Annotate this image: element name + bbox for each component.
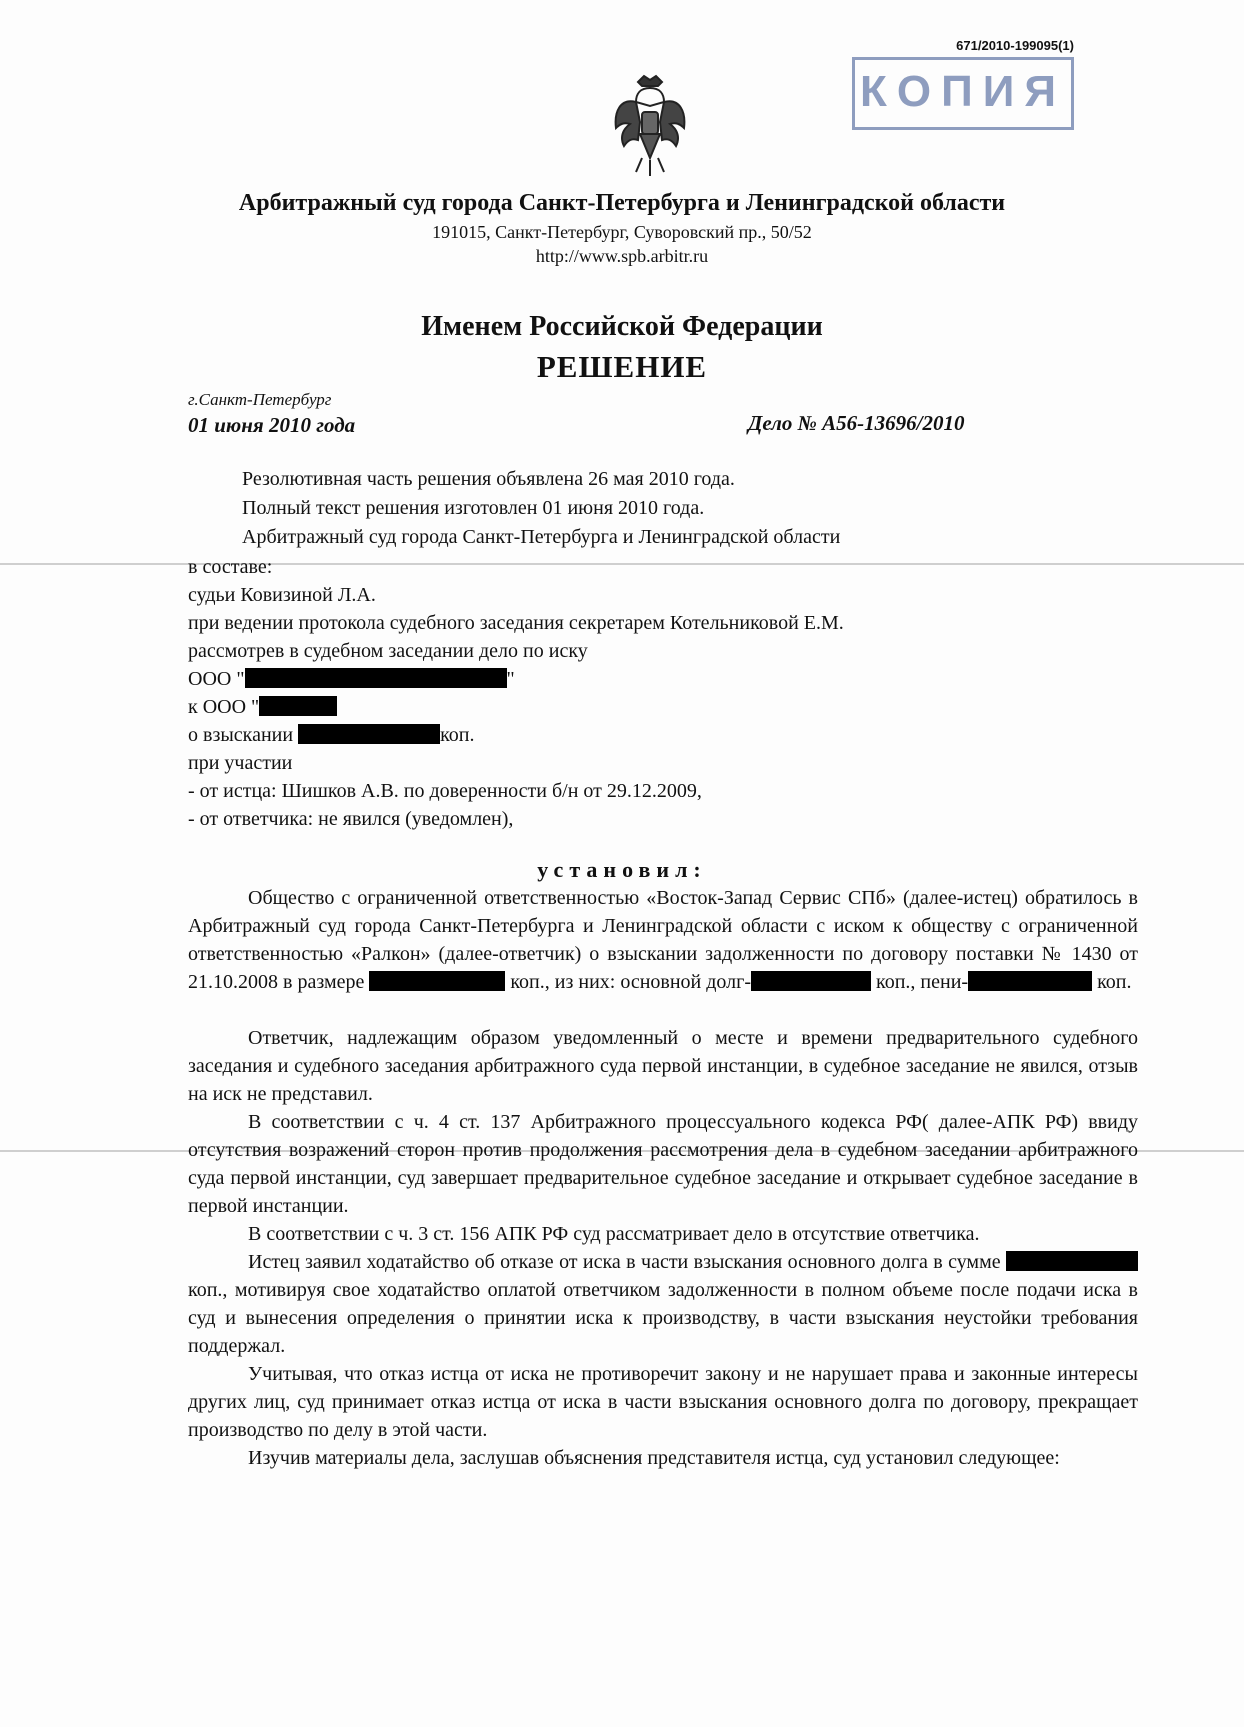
redaction-block [369,971,505,991]
paragraph-text: коп., пени- [876,971,969,993]
redaction-block [245,668,507,688]
plaintiff-prefix: ООО " [188,668,245,690]
paragraph [188,1248,1138,1360]
redaction-block [259,696,337,716]
intro-line: Резолютивная часть решения объявлена 26 мая 2010 года. [242,468,735,490]
paragraph: В соответствии с ч. 4 ст. 137 Арбитражного процессуального кодекса РФ( далее-АПК РФ) ввиду отсутствия возражений сторон против продолжения рассмотрения дела в судебном заседании арбитражного суда первой инстанции, суд завершает предварительное судебное заседание и открывает судебное заседание в первой инстанции. [188,1111,1138,1217]
document-preamble: Именем Российской Федерации [421,311,823,342]
paragraph: Изучив материалы дела, заслушав объяснения представителя истца, суд установил следующее: [248,1447,1060,1469]
paragraph-text: Истец заявил ходатайство об отказе от иска в части взыскания основного долга в сумме [248,1251,1001,1273]
claim-suffix: коп. [440,724,475,746]
paragraph-text: коп., мотивируя свое ходатайство оплатой ответчиком задолженности в полном объеме после подачи иска в суд и вынесения определения о принятии иска к производству, в части взыскания неустойки требования поддержал. [188,1279,1138,1357]
paragraph-text: коп., из них: основной долг- [510,971,752,993]
case-number: Дело № А56-13696/2010 [748,411,965,435]
judge-line: судьи Ковизиной Л.А. [188,584,376,606]
city: г.Санкт-Петербург [188,390,332,409]
intro-line: рассмотрев в судебном заседании дело по иску [188,640,588,662]
paragraph-text: коп. [1097,971,1132,993]
plaintiff-representative: - от истца: Шишков А.В. по доверенности б/н от 29.12.2009, [188,780,702,802]
court-name: Арбитражный суд города Санкт-Петербурга и Ленинградской области [238,190,1006,216]
section-heading: установил: [537,857,707,882]
claim-prefix: о взыскании [188,724,294,746]
intro-line: Полный текст решения изготовлен 01 июня 2010 года. [242,497,705,519]
paragraph: Учитывая, что отказ истца от иска не противоречит закону и не нарушает права и законные интересы других лиц, суд принимает отказ истца от иска в части взыскания основного долга по договору, прекращает производство по делу в этой части. [188,1363,1138,1441]
intro-line: Арбитражный суд города Санкт-Петербурга и Ленинградской области [242,526,841,548]
coat-of-arms-icon [610,72,690,182]
defendant-representative: - от ответчика: не явился (уведомлен), [188,808,514,830]
claim-line [188,724,474,747]
intro-line: при участии [188,752,293,774]
document-title: РЕШЕНИЕ [536,349,708,384]
defendant-prefix: к ООО " [188,696,260,718]
plaintiff-suffix: " [506,668,515,690]
copy-stamp: КОПИЯ [852,57,1074,130]
court-address: 191015, Санкт-Петербург, Суворовский пр., 50/52 [432,222,812,242]
redaction-block [751,971,871,991]
paragraph: Ответчик, надлежащим образом уведомленный о месте и времени предварительного судебного заседания и судебного заседания арбитражного суда первой инстанции, в судебное заседание не явился, отзыв на иск не представил. [188,1027,1138,1105]
redaction-block [1006,1251,1138,1271]
paragraph [188,884,1138,996]
paragraph: В соответствии с ч. 3 ст. 156 АПК РФ суд рассматривает дело в отсутствие ответчика. [248,1223,980,1245]
paragraph-text: Общество с ограниченной ответственностью «Восток-Запад Сервис СПб» (далее-истец) обратилось в Арбитражный суд города Санкт-Петербурга и Ленинградской области с иском к обществу с ограниченной ответственностью «Ралкон» (далее-ответчик) о взыскании задолженности по договору поставки № 1430 от 21.10.2008 в размере [188,887,1138,993]
document-number: 671/2010-199095(1) [956,38,1074,53]
decision-date: 01 июня 2010 года [188,413,356,437]
redaction-block [968,971,1092,991]
redaction-block [298,724,440,744]
intro-line: в составе: [188,556,273,578]
defendant-line [188,696,337,719]
plaintiff-line [188,668,515,691]
fold-line [0,563,1244,565]
court-website: http://www.spb.arbitr.ru [535,246,709,266]
fold-line [0,1150,1244,1152]
secretary-line: при ведении протокола судебного заседания секретарем Котельниковой Е.М. [188,612,844,634]
